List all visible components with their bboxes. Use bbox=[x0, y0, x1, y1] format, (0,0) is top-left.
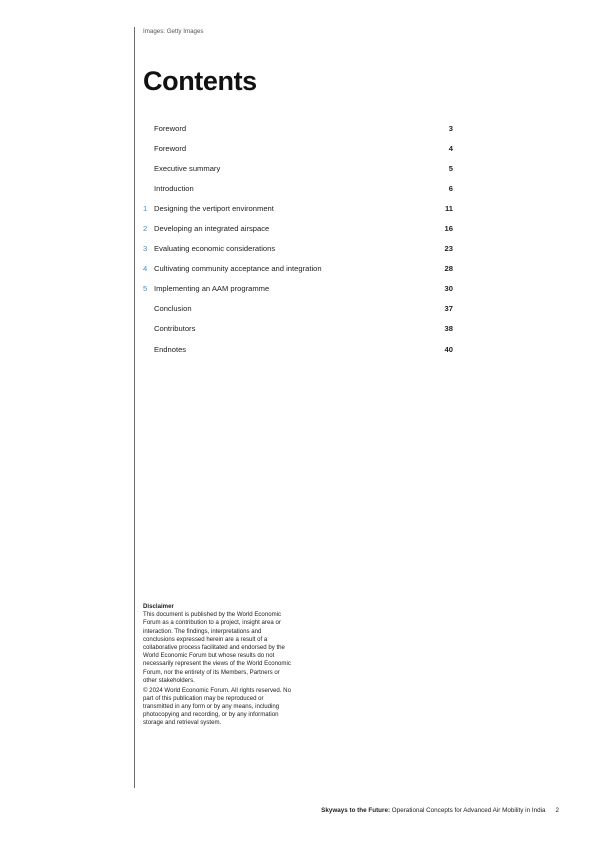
toc-item-label: Introduction bbox=[154, 183, 194, 193]
toc-item-number: 5 bbox=[143, 284, 148, 294]
toc-item-number: 3 bbox=[143, 244, 148, 254]
footer-report-subtitle: Operational Concepts for Advanced Air Mobility in India bbox=[390, 807, 546, 814]
page-title: Contents bbox=[143, 66, 257, 96]
disclaimer-heading: Disclaimer bbox=[143, 603, 174, 610]
page-number: 2 bbox=[555, 807, 559, 814]
toc-item-label: Developing an integrated airspace bbox=[154, 224, 270, 234]
toc-item-page: 28 bbox=[444, 264, 453, 274]
toc-item-page: 6 bbox=[448, 183, 453, 193]
toc-item-label: Evaluating economic considerations bbox=[154, 244, 276, 254]
toc-item-page: 37 bbox=[444, 304, 453, 314]
toc-item-label: Foreword bbox=[154, 143, 187, 153]
toc-item-chapter-4[interactable] bbox=[143, 259, 453, 279]
toc-item-page: 3 bbox=[448, 123, 453, 133]
toc-item-number: 4 bbox=[143, 264, 148, 274]
toc-item-chapter-1[interactable] bbox=[143, 198, 453, 218]
toc-item-chapter-5[interactable] bbox=[143, 279, 453, 299]
toc-item-page: 11 bbox=[444, 203, 453, 213]
toc-item-number: 2 bbox=[143, 224, 148, 234]
copyright-notice: © 2024 World Economic Forum. All rights reserved. No part of this publication may be reproduced or transmitted in any form or by any means, including photocopying and recording, or by any information storage and retrieval system. bbox=[143, 686, 291, 727]
toc-item-label: Conclusion bbox=[154, 304, 192, 314]
toc-item-label: Designing the vertiport environment bbox=[154, 203, 274, 213]
toc-item-label: Executive summary bbox=[154, 163, 221, 173]
toc-item-page: 23 bbox=[444, 244, 453, 254]
toc-item-chapter-3[interactable] bbox=[143, 239, 453, 259]
toc-item-label: Contributors bbox=[154, 324, 196, 334]
toc-item-label: Implementing an AAM programme bbox=[154, 284, 270, 294]
disclaimer-body: This document is published by the World Economic Forum as a contribution to a project, insight area or interaction. The findings, interpretations and conclusions expressed herein are a result of a collaborative process facilitated and endorsed by the World Economic Forum but whose results do not necessarily represent the views of the World Economic Forum, nor the entirety of its Members, Partners or other stakeholders. bbox=[143, 611, 291, 684]
toc-item-executive-summary[interactable] bbox=[143, 158, 453, 178]
table-of-contents bbox=[143, 118, 453, 359]
margin-rule bbox=[134, 27, 135, 788]
toc-item-foreword-1[interactable] bbox=[143, 118, 453, 138]
toc-item-chapter-2[interactable] bbox=[143, 218, 453, 238]
toc-item-conclusion[interactable] bbox=[143, 299, 453, 319]
disclaimer-block bbox=[143, 603, 293, 729]
image-credit: Images: Getty Images bbox=[143, 28, 204, 35]
toc-item-page: 38 bbox=[444, 324, 453, 334]
toc-item-page: 40 bbox=[444, 344, 453, 354]
toc-item-foreword-2[interactable] bbox=[143, 138, 453, 158]
toc-item-contributors[interactable] bbox=[143, 319, 453, 339]
toc-item-label: Cultivating community acceptance and integration bbox=[154, 264, 322, 274]
toc-item-introduction[interactable] bbox=[143, 178, 453, 198]
toc-item-number: 1 bbox=[143, 203, 148, 213]
toc-item-page: 4 bbox=[448, 143, 453, 153]
toc-item-page: 16 bbox=[444, 224, 453, 234]
footer-report-title: Skyways to the Future: bbox=[321, 807, 391, 814]
toc-item-page: 5 bbox=[448, 163, 453, 173]
toc-item-endnotes[interactable] bbox=[143, 339, 453, 359]
toc-item-label: Endnotes bbox=[154, 344, 187, 354]
toc-item-label: Foreword bbox=[154, 123, 187, 133]
page-footer bbox=[321, 807, 559, 814]
toc-item-page: 30 bbox=[444, 284, 453, 294]
